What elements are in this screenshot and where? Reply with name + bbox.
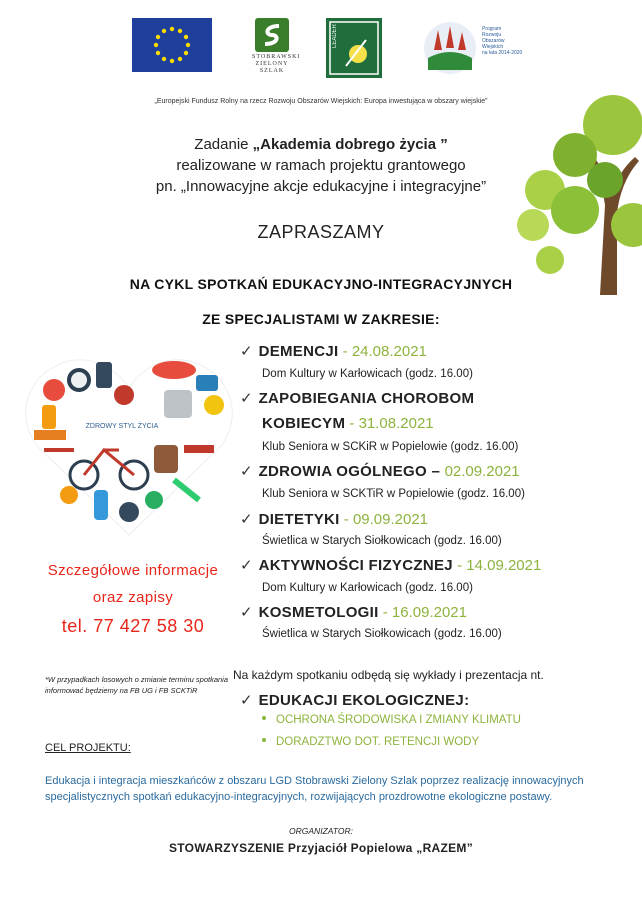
event-place: Dom Kultury w Karłowicach (godz. 16.00) — [262, 368, 473, 380]
event-kosmetologii — [240, 603, 467, 621]
cel-projektu-label: CEL PROJEKTU: — [45, 742, 131, 754]
prow-text-4: Wiejskich — [482, 44, 504, 50]
prow-text-1: Program — [482, 26, 502, 32]
phone-number: tel. 77 427 58 30 — [61, 616, 205, 636]
check-icon: ✓ — [240, 343, 253, 360]
bullet-dot-icon — [262, 738, 266, 742]
event-name: ZDROWIA OGÓLNEGO – — [258, 463, 445, 480]
zadanie-line2: realizowane w ramach projektu grantowego — [176, 157, 466, 174]
zadanie-prefix: Zadanie — [194, 136, 253, 153]
info-line2: oraz zapisy — [92, 589, 174, 606]
cel-projektu-text: Edukacja i integracja mieszkańców z obszaru LGD Stobrawski Zielony Szlak poprzez realizację innowacyjnych specjalistycznych spotkań edukacyjno-integracyjnych, rozwijających prozdrowotne ekologiczne postawy. — [45, 775, 584, 803]
cykl-line1: NA CYKL SPOTKAŃ EDUKACYJNO-INTEGRACYJNYCH — [129, 276, 513, 292]
event-place: Dom Kultury w Karłowicach (godz. 16.00) — [262, 582, 473, 594]
event-date: - 24.08.2021 — [338, 343, 427, 360]
check-icon: ✓ — [240, 463, 253, 480]
event-place: Klub Seniora w SCKiR w Popielowie (godz. 16.00) — [262, 441, 519, 453]
ekologia-heading — [240, 691, 469, 709]
bullet-item — [262, 736, 479, 748]
event-date: - 09.09.2021 — [339, 511, 429, 528]
heart-label: ZDROWY STYL ŻYCIA — [85, 423, 159, 430]
event-demencji — [240, 342, 427, 360]
check-icon: ✓ — [240, 557, 253, 574]
zapraszamy-heading: ZAPRASZAMY — [257, 222, 385, 242]
event-name: ZAPOBIEGANIA CHOROBOM — [258, 390, 475, 407]
szlak-text-3: SZLAK — [259, 68, 285, 74]
info-line1: Szczegółowe informacje — [47, 562, 219, 579]
bullet-text: OCHRONA ŚRODOWISKA I ZMIANY KLIMATU — [276, 714, 521, 726]
event-name: DEMENCJI — [258, 343, 339, 360]
event-aktywnosci — [240, 556, 541, 574]
prow-text-3: Obszarów — [482, 38, 505, 44]
organizator-label: ORGANIZATOR: — [289, 826, 353, 836]
event-date: - 16.09.2021 — [378, 604, 467, 621]
healthy-lifestyle-heart-image — [24, 350, 234, 540]
event-zdrowia — [240, 462, 520, 480]
event-name: KOSMETOLOGII — [258, 604, 379, 621]
eu-flag-logo — [132, 18, 212, 72]
check-icon: ✓ — [240, 511, 253, 528]
szlak-mark-icon — [255, 18, 289, 52]
bullet-dot-icon — [262, 716, 266, 720]
check-icon: ✓ — [240, 692, 253, 709]
cykl-line2: ZE SPECJALISTAMI W ZAKRESIE: — [202, 311, 440, 327]
zadanie-title: „Akademia dobrego życia ” — [252, 136, 448, 153]
zadanie-block — [0, 134, 642, 197]
prow-text-5: na lata 2014-2020 — [482, 50, 523, 56]
event-name: AKTYWNOŚCI FIZYCZNEJ — [258, 557, 453, 574]
organizator-name: STOWARZYSZENIE Przyjaciół Popielowa „RAZEM” — [168, 841, 474, 855]
eu-fund-line: „Europejski Fundusz Rolny na rzecz Rozwoju Obszarów Wiejskich: Europa inwestująca w obszary wiejskie” — [154, 98, 488, 105]
szlak-text-2: ZIELONY — [255, 61, 289, 67]
event-zapobiegania-line2 — [262, 415, 434, 432]
event-date: - 31.08.2021 — [345, 415, 434, 432]
event-dietetyki — [240, 510, 428, 528]
check-icon: ✓ — [240, 390, 253, 407]
bullet-item — [262, 714, 521, 726]
stobrawski-szlak-logo — [252, 18, 301, 75]
event-name: DIETETYKI — [258, 511, 340, 528]
szlak-text-1: STOBRAWSKI — [252, 54, 301, 60]
bullet-text: DORADZTWO DOT. RETENCJI WODY — [276, 736, 480, 748]
prow-emblem-icon — [420, 18, 480, 78]
leader-logo — [326, 18, 382, 78]
event-name-2: KOBIECYM — [262, 415, 346, 432]
note-text: *W przypadkach losowych o zmianie terminu spotkania informować będziemy na FB UG i FB SCKTiR — [45, 675, 228, 695]
prow-logo — [420, 18, 530, 78]
event-date: 02.09.2021 — [444, 463, 520, 480]
event-place: Świetlica w Starych Siołkowicach (godz. 16.00) — [262, 628, 502, 640]
spotkanie-text: Na każdym spotkaniu odbędą się wykłady i prezentacja nt. — [233, 668, 544, 682]
check-icon: ✓ — [240, 604, 253, 621]
event-zapobiegania — [240, 389, 474, 407]
cykl-heading — [0, 267, 642, 337]
event-place: Klub Seniora w SCKTiR w Popielowie (godz. 16.00) — [262, 488, 525, 500]
leader-text: LEADER — [332, 24, 338, 49]
event-place: Świetlica w Starych Siołkowicach (godz. 16.00) — [262, 535, 502, 547]
event-date: - 14.09.2021 — [452, 557, 542, 574]
zadanie-line3: pn. „Innowacyjne akcje edukacyjne i integracyjne” — [155, 178, 487, 195]
prow-text-2: Rozwoju — [482, 32, 502, 38]
eu-stars-icon — [132, 18, 212, 72]
ekologia-label: EDUKACJI EKOLOGICZNEJ: — [258, 692, 470, 709]
